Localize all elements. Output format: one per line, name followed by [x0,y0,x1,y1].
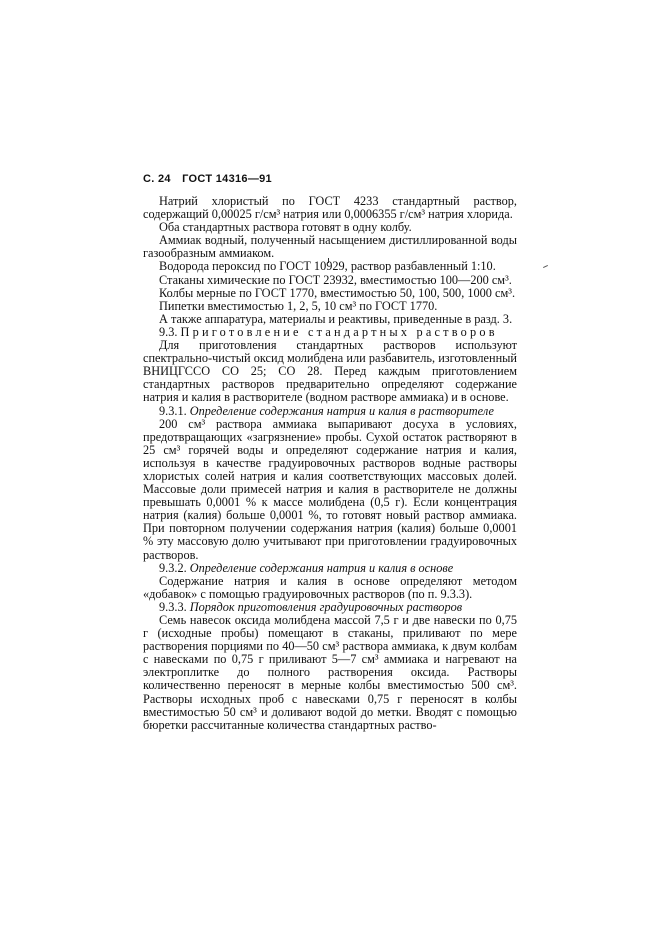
standard-code: ГОСТ 14316—91 [182,173,272,185]
page-number: С. 24 [143,173,171,185]
margin-mark [543,265,548,268]
section-9-3-3-text: Семь навесок оксида молибдена массой 7,5 г и две навески по 0,75 г (исходные пробы) помещают в стаканы, приливают по мере растворения порциями по 40—50 см³ раствора аммиака, к двум колбам с навесками по 0,75 г приливают 5—7 см³ аммиака и нагревают на электроплитке до полного растворения оксида. Растворы количественно переносят в мерные колбы вместимостью 500 см³. Растворы исходных проб с навесками 0,75 г переносят в колбы вместимостью 50 см³ и доливают водой до метки. Вводят с помощью бюретки рассчитанные количества стандартных раство- [143,613,517,732]
section-title: Определение содержания натрия и калия в основе [189,560,454,575]
section-title: Определение содержания натрия и калия в растворителе [189,403,494,418]
section-title: Приготовление стандартных растворов [180,324,498,339]
paragraph-same-flask: Оба стандартных раствора готовят в одну колбу. [159,220,412,235]
paragraph-pipettes: Пипетки вместимостью 1, 2, 5, 10 см³ по ГОСТ 1770. [159,298,438,313]
section-number: 9.3.2. [159,560,187,575]
section-title: Порядок приготовления градуировочных растворов [189,599,463,614]
section-number: 9.3.1. [159,403,187,418]
paragraph-peroxide: Водорода пероксид по ГОСТ 10929, раствор разбавленный 1:10. [159,259,496,274]
section-9-3-2-heading [143,562,517,575]
section-9-3-1-text: 200 см³ раствора аммиака выпаривают досуха в условиях, предотвращающих «загрязнение» пробы. Сухой остаток растворяют в 25 см³ горячей воды и определяют содержание натрия и калия, используя в качестве градуировочных растворов водные растворы хлористых солей натрия и калия соответствующих массовых долей. Массовые доли примесей натрия и калия в растворителе не должны превышать 0,0001 % к массе молибдена (0,5 г). Если концентрация натрия (калия) больше 0,0001 %, то готовят новый раствор аммиака. При повторном получении содержания натрия (калия) больше 0,0001 % эту массовую долю учитывают при приготовлении градуировочных растворов. [143,416,517,562]
section-number: 9.3. [159,324,178,339]
paragraph-flasks: Колбы мерные по ГОСТ 1770, вместимостью 50, 100, 500, 1000 см³. [159,285,516,300]
paragraph-sodium-chloride: Натрий хлористый по ГОСТ 4233 стандартный раствор, содержащий 0,00025 г/см³ натрия или 0,0006355 г/см³ натрия хлорида. [143,194,517,222]
paragraph-beakers: Стаканы химические по ГОСТ 23932, вместимостью 100—200 см³. [159,272,512,287]
paragraph-ammonia: Аммиак водный, полученный насыщением дистиллированной воды газообразным аммиаком. [143,233,517,261]
section-number: 9.3.3. [159,599,187,614]
section-9-3-1-heading [143,405,517,418]
page-header [143,173,272,185]
paragraph-also: А также аппаратура, материалы и реактивы, приведенные в разд. 3. [159,311,513,326]
section-9-3-2-text: Содержание натрия и калия в основе определяют методом «добавок» с помощью градуировочных растворов (по п. 9.3.3). [143,573,517,601]
document-body [143,195,517,732]
section-9-3-text: Для приготовления стандартных растворов используют спектрально-чистый оксид молибдена или разбавитель, изготовленный ВНИЦГССО СО 25; СО 28. Перед каждым приготовлением стандартных растворов предварительно определяют содержание натрия и калия в растворителе (водном растворе аммиака) и в основе. [143,338,517,405]
